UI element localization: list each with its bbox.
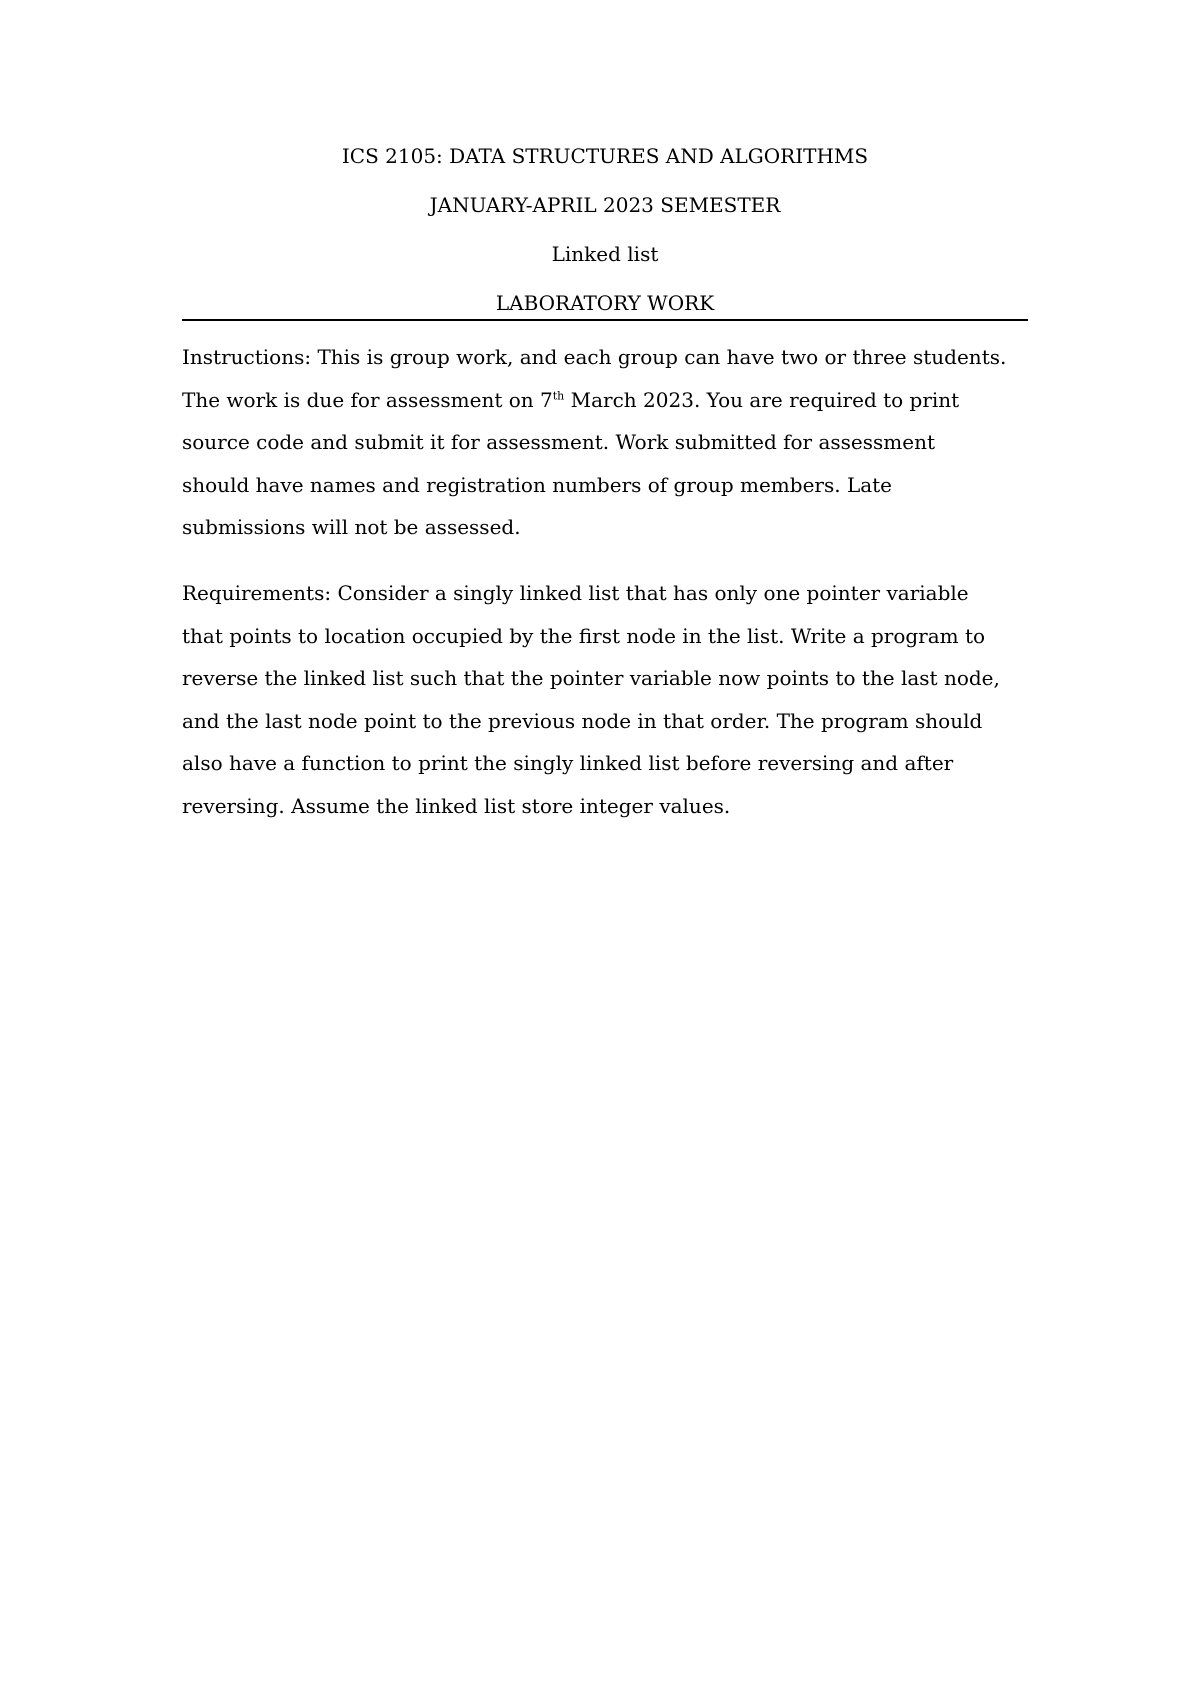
ordinal-suffix: th [552,388,565,402]
semester-title: JANUARY-APRIL 2023 SEMESTER [429,193,781,217]
requirements-line: and the last node point to the previous node in that order. The program should [182,708,983,733]
instructions-paragraph [182,336,1028,549]
requirements-line: Requirements: Consider a singly linked list that has only one pointer variable [182,581,969,605]
requirements-line: reversing. Assume the linked list store integer values. [182,793,731,818]
instructions-line-text: March 2023. You are required to print [564,387,960,412]
work-type-title: LABORATORY WORK [495,291,715,315]
instructions-line [182,379,1028,422]
topic-title: Linked list [551,242,659,266]
requirements-paragraph [182,572,1028,828]
instructions-line: Instructions: This is group work, and each group can have two or three students. [182,345,1007,369]
requirements-line: also have a function to print the singly linked list before reversing and after [182,751,954,776]
course-title: ICS 2105: DATA STRUCTURES AND ALGORITHMS [341,144,869,168]
instructions-line: submissions will not be assessed. [182,515,521,540]
instructions-line: should have names and registration numbers of group members. Late [182,472,893,497]
requirements-line: that points to location occupied by the first node in the list. Write a program to [182,623,986,648]
instructions-line: source code and submit it for assessment. Work submitted for assessment [182,430,935,455]
document-header [182,144,1028,315]
requirements-line: reverse the linked list such that the pointer variable now points to the last node, [182,666,1000,691]
header-divider [182,319,1028,321]
instructions-line-text: The work is due for assessment on 7 [182,387,553,412]
